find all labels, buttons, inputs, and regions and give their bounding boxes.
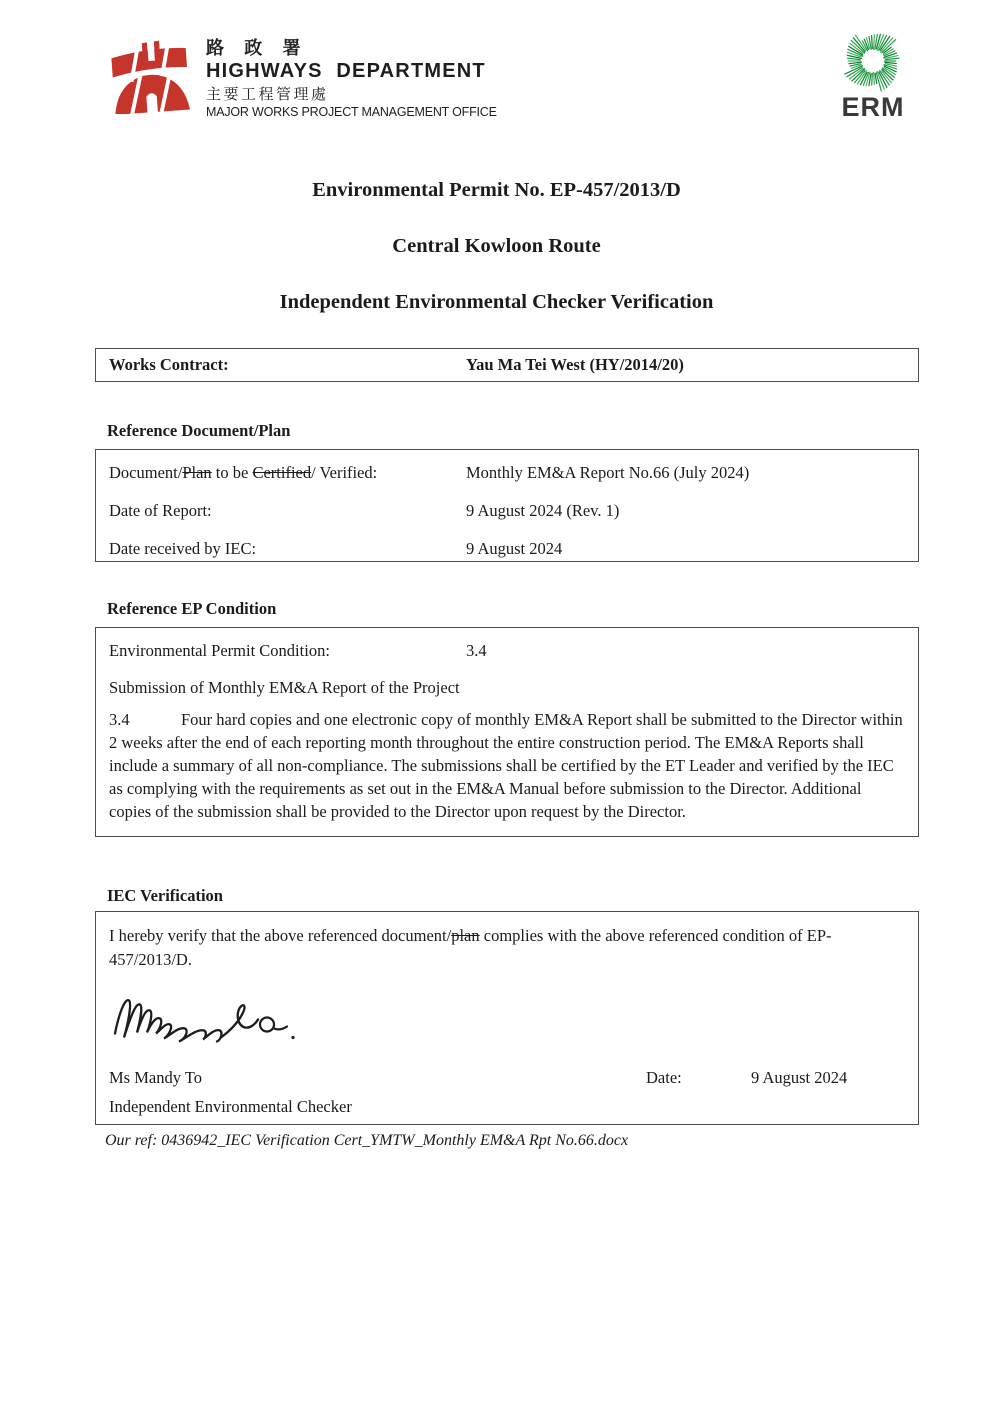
date-label: Date: bbox=[646, 1068, 682, 1087]
hd-title-english: HIGHWAYS DEPARTMENT bbox=[206, 59, 486, 82]
erm-logo bbox=[833, 28, 913, 121]
hd-office-chinese: 主要工程管理處 bbox=[206, 84, 329, 103]
date-received-value: 9 August 2024 bbox=[466, 539, 563, 558]
signatory-title: Independent Environmental Checker bbox=[109, 1097, 352, 1116]
signatory-row bbox=[109, 1067, 905, 1088]
date-of-report-value: 9 August 2024 (Rev. 1) bbox=[466, 501, 620, 520]
reference-document-heading: Reference Document/Plan bbox=[107, 421, 291, 440]
our-ref-line: Our ref: 0436942_IEC Verification Cert_YMTW_Monthly EM&A Rpt No.66.docx bbox=[105, 1132, 629, 1149]
signature bbox=[109, 985, 905, 1048]
hd-title-chinese: 路 政 署 bbox=[206, 38, 308, 59]
works-contract-value: Yau Ma Tei West (HY/2014/20) bbox=[466, 355, 684, 374]
hd-office-english: MAJOR WORKS PROJECT MANAGEMENT OFFICE bbox=[206, 104, 497, 119]
works-contract-box bbox=[95, 348, 919, 382]
reference-ep-condition-heading: Reference EP Condition bbox=[107, 599, 277, 618]
erm-wordmark: ERM bbox=[841, 92, 905, 122]
table-row-ep-condition bbox=[109, 640, 905, 661]
signatory-name: Ms Mandy To bbox=[109, 1068, 202, 1087]
statement-part: complies with the above referenced condition of EP-457/2013/D. bbox=[109, 926, 832, 969]
highways-department-text bbox=[206, 34, 497, 120]
reference-document-box bbox=[95, 449, 919, 562]
date-value: 9 August 2024 bbox=[751, 1068, 848, 1087]
date-received-label: Date received by IEC: bbox=[109, 539, 257, 558]
iec-verification-box bbox=[95, 911, 919, 1125]
table-row-document bbox=[109, 462, 905, 483]
ep-condition-value: 3.4 bbox=[466, 641, 487, 660]
ep-condition-title: Submission of Monthly EM&A Report of the Project bbox=[109, 678, 460, 697]
label-part: Document/ bbox=[109, 463, 183, 482]
date-of-report-label: Date of Report: bbox=[109, 501, 212, 520]
erm-burst-icon bbox=[840, 28, 906, 94]
works-contract-label: Works Contract: bbox=[109, 355, 229, 374]
label-part: to be bbox=[211, 463, 253, 482]
label-part: / Verified: bbox=[311, 463, 378, 482]
permit-number-title: Environmental Permit No. EP-457/2013/D bbox=[312, 179, 681, 201]
highways-department-header bbox=[106, 34, 497, 120]
table-row-date-of-report bbox=[109, 500, 905, 521]
reference-ep-condition-box bbox=[95, 627, 919, 837]
clause-number: 3.4 bbox=[109, 710, 130, 729]
document-verified-label bbox=[109, 462, 466, 483]
ep-condition-clause bbox=[109, 708, 905, 823]
highways-department-logo-icon bbox=[106, 34, 194, 114]
struck-word-certified: Certified bbox=[252, 463, 312, 482]
clause-text: Four hard copies and one electronic copy of monthly EM&A Report shall be submitted to the Director within 2 weeks after the end of each reporting month throughout the entire construction period. The EM&A Reports shall include a summary of all non-compliance. The submissions shall be certified by the ET Leader and verified by the IEC as complying with the requirements as set out in the EM&A Manual before submission to the Director. Additional copies of the submission shall be provided to the Director upon request by the Director. bbox=[109, 710, 903, 821]
struck-word-plan: Plan bbox=[182, 463, 212, 482]
document-type-title: Independent Environmental Checker Verification bbox=[279, 291, 714, 313]
table-row-date-received bbox=[109, 538, 905, 559]
verification-statement bbox=[109, 924, 905, 972]
document-verified-value: Monthly EM&A Report No.66 (July 2024) bbox=[466, 463, 750, 482]
project-title: Central Kowloon Route bbox=[392, 235, 601, 257]
statement-part: I hereby verify that the above referenced document/ bbox=[109, 926, 452, 945]
struck-word-plan: plan bbox=[451, 926, 480, 945]
iec-verification-heading: IEC Verification bbox=[107, 886, 223, 905]
ep-condition-label: Environmental Permit Condition: bbox=[109, 641, 330, 660]
